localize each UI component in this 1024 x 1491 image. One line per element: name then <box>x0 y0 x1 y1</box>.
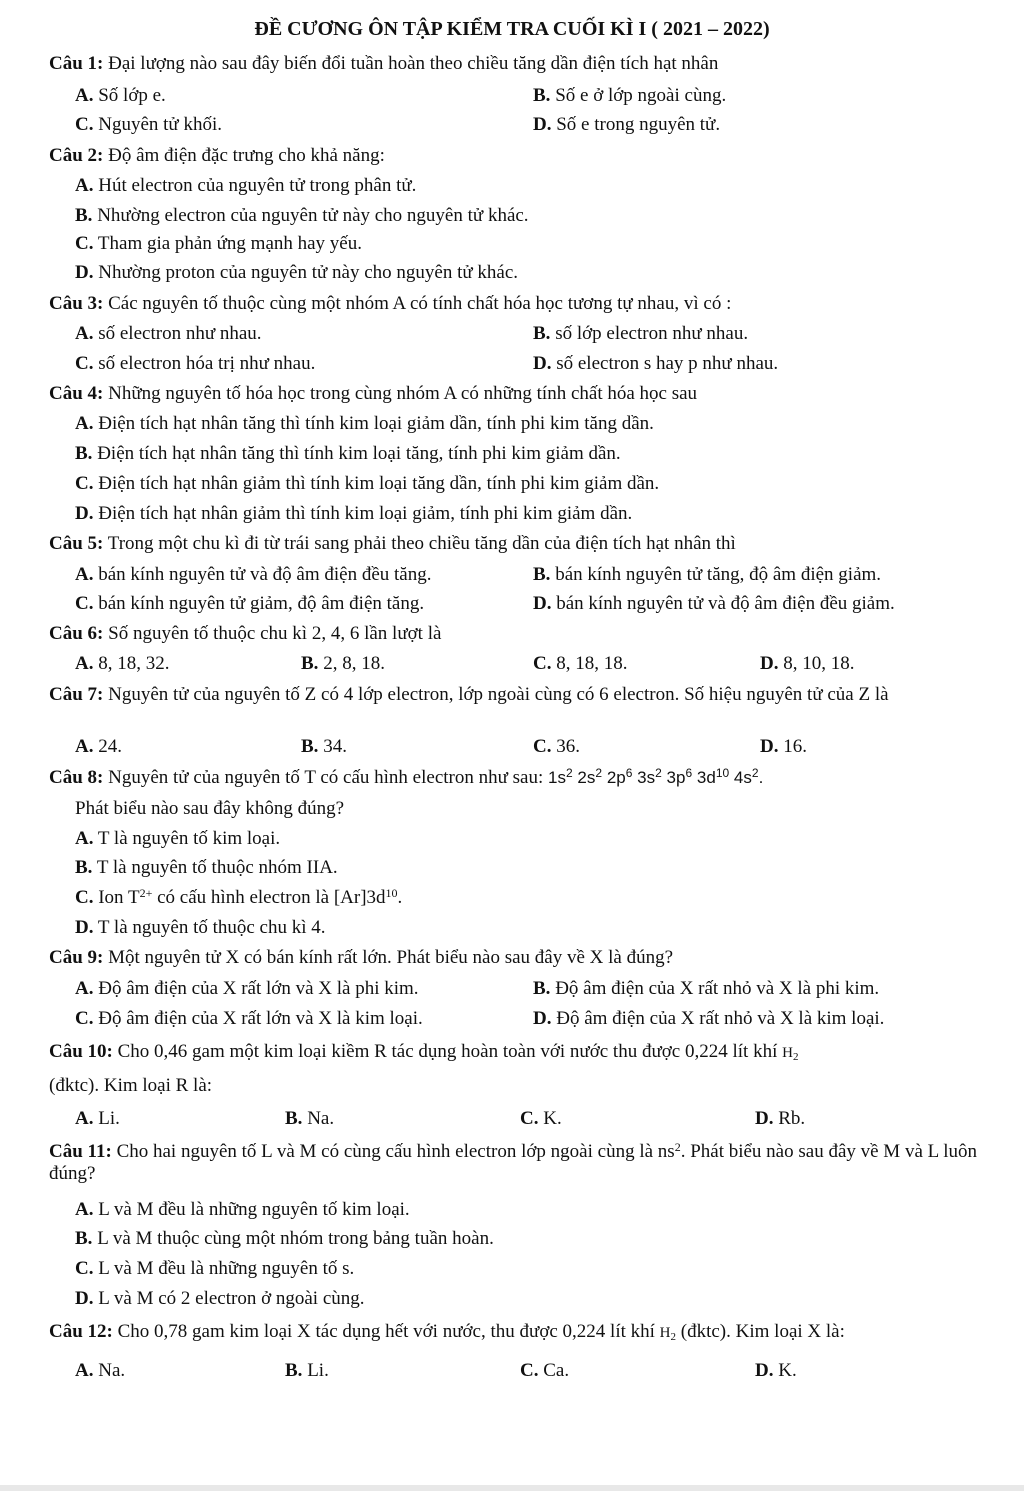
option-c[interactable]: C. Ca. <box>520 1360 570 1381</box>
option-c[interactable]: C. 8, 18, 18. <box>533 653 628 674</box>
question-4 <box>49 382 999 406</box>
option-b[interactable]: B. Nhường electron của nguyên tử này cho nguyên tử khác. <box>75 205 529 226</box>
option-b[interactable]: B. bán kính nguyên tử tăng, độ âm điện giảm. <box>533 564 882 585</box>
question-11: Câu 11: Cho hai nguyên tố L và M có cùng cấu hình electron lớp ngoài cùng là $ns^2$. Phát biểu nào sau đây về M và L luôn đúng? <box>49 1140 978 1184</box>
question-label: Câu 5: <box>49 533 104 554</box>
option-c[interactable]: C. Ion $T^{2+}$ có cấu hình electron là $[Ar]3d^{10}$. <box>75 886 403 908</box>
question-6 <box>49 622 999 646</box>
question-7 <box>49 684 999 706</box>
option-b[interactable]: B. T là nguyên tố thuộc nhóm IIA. <box>75 857 338 878</box>
option-d[interactable]: D. số electron s hay p như nhau. <box>533 353 779 374</box>
question-text: Cho 0,46 gam một kim loại kiềm R tác dụng hoàn toàn với nước thu được 0,224 lít khí <box>117 1041 783 1062</box>
option-a[interactable]: A. Li. <box>75 1108 120 1129</box>
question-9 <box>49 946 999 970</box>
option-d[interactable]: D. 16. <box>760 736 807 757</box>
question-2 <box>49 144 999 168</box>
question-text: Các nguyên tố thuộc cùng một nhóm A có tính chất hóa học tương tự nhau, vì có : <box>108 293 732 314</box>
option-b[interactable]: B. Độ âm điện của X rất nhỏ và X là phi kim. <box>533 978 880 999</box>
option-b[interactable]: B. Li. <box>285 1360 329 1381</box>
question-label: Câu 3: <box>49 293 104 314</box>
option-c[interactable]: C. bán kính nguyên tử giảm, độ âm điện tăng. <box>75 593 425 614</box>
question-label: Câu 7: <box>49 684 104 705</box>
option-c[interactable]: C. Độ âm điện của X rất lớn và X là kim loại. <box>75 1008 423 1029</box>
option-d[interactable]: D. Độ âm điện của X rất nhỏ và X là kim loại. <box>533 1008 885 1029</box>
option-b[interactable]: B. Na. <box>285 1108 335 1129</box>
question-3 <box>49 292 999 316</box>
electron-configuration: $1s^2$ $2s^2$ $2p^6$ $3s^2$ $3p^6$ $3d^{10}$ $4s^2$. <box>548 766 764 787</box>
question-label: Câu 10: <box>49 1041 113 1062</box>
question-text: Những nguyên tố hóa học trong cùng nhóm A có những tính chất hóa học sau <box>108 383 698 404</box>
page-title: ĐỀ CƯƠNG ÔN TẬP KIỂM TRA CUỐI KÌ I ( 2021 – 2022) <box>254 18 770 40</box>
option-a[interactable]: A. Hút electron của nguyên tử trong phân tử. <box>75 175 417 196</box>
option-d[interactable]: D. 8, 10, 18. <box>760 653 855 674</box>
question-text: Đại lượng nào sau đây biến đổi tuần hoàn theo chiều tăng dần điện tích hạt nhân <box>108 53 719 74</box>
question-label: Câu 9: <box>49 947 104 968</box>
question-text: Một nguyên tử X có bán kính rất lớn. Phát biểu nào sau đây về X là đúng? <box>108 947 674 968</box>
option-a[interactable]: A. 24. <box>75 736 122 757</box>
option-a[interactable]: A. Na. <box>75 1360 126 1381</box>
option-a[interactable]: A. L và M đều là những nguyên tố kim loại. <box>75 1199 410 1220</box>
question-10-continuation: (đktc). Kim loại R là: <box>49 1075 213 1096</box>
option-c[interactable]: C. 36. <box>533 736 580 757</box>
option-c[interactable]: C. Nguyên tử khối. <box>75 114 222 135</box>
option-c[interactable]: C. số electron hóa trị như nhau. <box>75 353 316 374</box>
question-text: Nguyên tử của nguyên tố T có cấu hình electron như sau: <box>108 767 549 788</box>
question-label: Câu 1: <box>49 53 104 74</box>
question-label: Câu 6: <box>49 623 104 644</box>
option-c[interactable]: C. L và M đều là những nguyên tố s. <box>75 1258 355 1279</box>
question-8 <box>49 766 999 790</box>
question-label: Câu 12: <box>49 1321 113 1342</box>
option-a[interactable]: A. T là nguyên tố kim loại. <box>75 828 281 849</box>
question-text: Độ âm điện đặc trưng cho khả năng: <box>108 145 385 166</box>
option-d[interactable]: D. Rb. <box>755 1108 806 1129</box>
question-text: Số nguyên tố thuộc chu kì 2, 4, 6 lần lượt là <box>108 623 442 644</box>
option-b[interactable]: B. Điện tích hạt nhân tăng thì tính kim loại tăng, tính phi kim giảm dần. <box>75 443 621 464</box>
question-text: Cho hai nguyên tố L và M có cùng cấu hình electron lớp ngoài cùng là ns <box>116 1141 675 1162</box>
option-d[interactable]: D. Điện tích hạt nhân giảm thì tính kim loại giảm, tính phi kim giảm dần. <box>75 503 633 524</box>
option-b[interactable]: B. 2, 8, 18. <box>301 653 385 674</box>
option-d[interactable]: D. L và M có 2 electron ở ngoài cùng. <box>75 1288 365 1309</box>
option-b[interactable]: B. 34. <box>301 736 347 757</box>
question-5 <box>49 532 999 556</box>
question-label: Câu 2: <box>49 145 104 166</box>
option-c[interactable]: C. K. <box>520 1108 562 1129</box>
question-text: Cho 0,78 gam kim loại X tác dụng hết với nước, thu được 0,224 lít khí <box>117 1321 660 1342</box>
question-10 <box>49 1040 999 1069</box>
question-1 <box>49 52 999 76</box>
option-a[interactable]: A. Điện tích hạt nhân tăng thì tính kim loại giảm dần, tính phi kim tăng dần. <box>75 413 654 434</box>
option-a[interactable]: A. bán kính nguyên tử và độ âm điện đều tăng. <box>75 564 432 585</box>
gas-formula: $H_2$ <box>782 1045 799 1063</box>
option-d[interactable]: D. Nhường proton của nguyên tử này cho nguyên tử khác. <box>75 262 519 283</box>
question-label: Câu 8: <box>49 767 104 788</box>
option-a[interactable]: A. 8, 18, 32. <box>75 653 170 674</box>
question-8-prompt: Phát biểu nào sau đây không đúng? <box>75 798 345 819</box>
option-d[interactable]: D. T là nguyên tố thuộc chu kì 4. <box>75 917 326 938</box>
question-12: Câu 12: Cho 0,78 gam kim loại X tác dụng hết với nước, thu được 0,224 lít khí $H_2$ (đktc). Kim loại X là: <box>49 1321 845 1343</box>
option-b[interactable]: B. L và M thuộc cùng một nhóm trong bảng tuần hoàn. <box>75 1228 494 1249</box>
page-bottom-edge <box>0 1485 1024 1491</box>
question-text: Nguyên tử của nguyên tố Z có 4 lớp electron, lớp ngoài cùng có 6 electron. Số hiệu nguyên tử của Z là <box>108 684 889 705</box>
option-a[interactable]: A. Độ âm điện của X rất lớn và X là phi kim. <box>75 978 419 999</box>
option-d[interactable]: D. bán kính nguyên tử và độ âm điện đều giảm. <box>533 593 895 614</box>
option-d[interactable]: D. Số e trong nguyên tử. <box>533 114 721 135</box>
option-a[interactable]: A. số electron như nhau. <box>75 323 262 344</box>
option-b[interactable]: B. số lớp electron như nhau. <box>533 323 749 344</box>
option-c[interactable]: C. Tham gia phản ứng mạnh hay yếu. <box>75 233 362 254</box>
option-d[interactable]: D. K. <box>755 1360 797 1381</box>
question-label: Câu 11: <box>49 1141 112 1162</box>
option-a[interactable]: A. Số lớp e. <box>75 85 166 106</box>
option-b[interactable]: B. Số e ở lớp ngoài cùng. <box>533 85 727 106</box>
question-label: Câu 4: <box>49 383 104 404</box>
question-text: Trong một chu kì đi từ trái sang phải theo chiều tăng dần của điện tích hạt nhân thì <box>107 533 736 554</box>
option-c[interactable]: C. Điện tích hạt nhân giảm thì tính kim loại tăng dần, tính phi kim giảm dần. <box>75 473 660 494</box>
gas-formula: $H_2$ <box>659 1325 677 1343</box>
